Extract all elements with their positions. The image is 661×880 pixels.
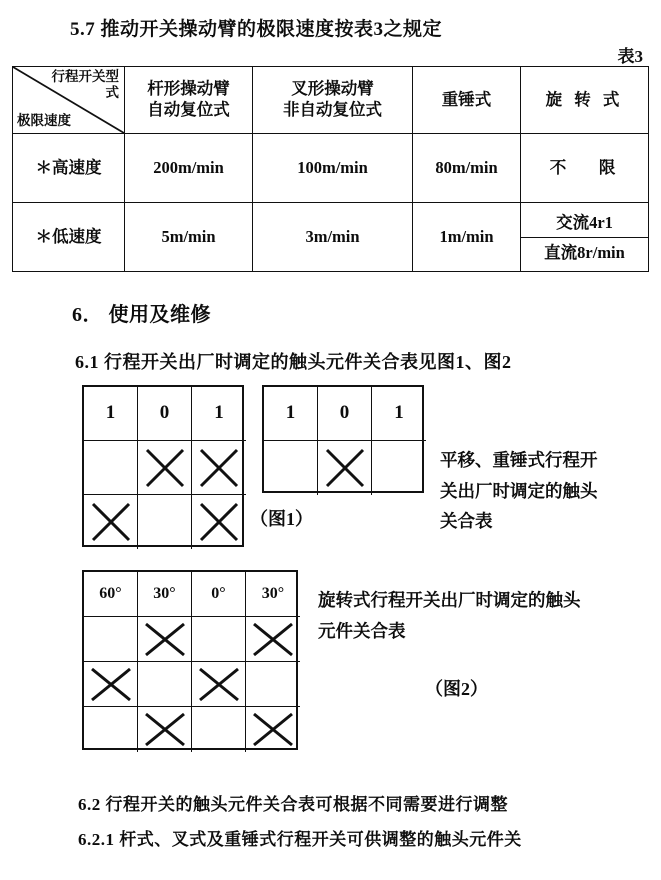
cross-mark-icon [192, 441, 246, 495]
fig2-cell-r2c2 [138, 617, 192, 662]
section-heading-6-1: 6.1 行程开关出厂时调定的触头元件关合表见图1、图2 [75, 352, 512, 372]
figure1-side-line-3: 关合表 [440, 511, 493, 532]
fig1-left-number-0: 0 [159, 402, 170, 423]
row-label-high-speed: ＊高速度 [13, 134, 125, 203]
fig1-left-number-1b: 1 [214, 402, 224, 423]
table-row-low-speed [13, 203, 649, 272]
fig1-left-cell-r3c3 [192, 495, 246, 549]
table-caption: 表3 [617, 47, 643, 66]
fig2-header-30: 30° [153, 585, 176, 602]
figure2-label: （图2） [425, 679, 488, 699]
figure1-side-line-2: 关出厂时调定的触头 [440, 480, 598, 501]
fig2-header-30b: 30° [261, 585, 285, 602]
figure1-side-text [440, 445, 598, 537]
table-header-weight: 重锤式 [413, 67, 521, 134]
fig2-cell-r4c4 [246, 707, 300, 752]
fig2-cell-r1c3 [192, 572, 246, 617]
cell-low-weight: 1m/min [413, 203, 521, 272]
cell-low-rotary-ac: 交流4r1 [521, 208, 648, 238]
table-header-row [13, 67, 649, 134]
section-heading-6: 6． 使用及维修 [72, 304, 211, 326]
fig2-cell-r2c3 [192, 617, 246, 662]
section-heading-6-2-1: 6.2.1 杆式、叉式及重锤式行程开关可供调整的触头元件关 [78, 830, 522, 849]
cross-mark-icon [84, 495, 138, 549]
cross-mark-icon [138, 441, 192, 495]
table-header-rod-arm: 杆形操动臂 自动复位式 [125, 67, 253, 134]
table-corner-cell [13, 67, 125, 134]
fig2-cell-r4c1 [84, 707, 138, 752]
fig2-cell-r3c4 [246, 662, 300, 707]
cross-mark-icon [246, 707, 300, 752]
fig1-right-number-1: 1 [285, 402, 296, 423]
fig1-left-cell-r2c2 [138, 441, 192, 495]
figure2-grid [82, 570, 298, 750]
cross-mark-icon [84, 662, 138, 707]
fig2-header-0: 0° [211, 585, 226, 602]
fig2-header-60: 60° [99, 585, 122, 602]
fig1-right-cell-r2c3 [372, 441, 426, 495]
cell-low-rod: 5m/min [125, 203, 253, 272]
fig1-left-cell-r1c3 [192, 387, 246, 441]
fig2-cell-r1c4 [246, 572, 300, 617]
cross-mark-icon [318, 441, 372, 495]
table-header-rotary: 旋 转 式 [521, 67, 649, 134]
cell-low-rotary [521, 203, 649, 272]
figure2-side-line-2: 元件关合表 [318, 620, 406, 641]
cell-high-weight: 80m/min [413, 134, 521, 203]
cell-high-rotary: 不 限 [521, 134, 649, 203]
speed-limit-table [12, 66, 649, 272]
fig1-right-number-1b: 1 [394, 402, 404, 423]
fig1-right-cell-r1c1 [264, 387, 318, 441]
cross-mark-icon [138, 617, 192, 662]
corner-bottom-left-label: 极限速度 [17, 113, 71, 129]
fig2-cell-r2c4 [246, 617, 300, 662]
fig1-left-number-1: 1 [105, 402, 116, 423]
row-label-low-speed: ＊低速度 [13, 203, 125, 272]
cell-high-rod: 200m/min [125, 134, 253, 203]
figure2-side-line-1: 旋转式行程开关出厂时调定的触头 [318, 590, 581, 610]
cell-high-fork: 100m/min [253, 134, 413, 203]
section-heading-5-7: 5.7 推动开关操动臂的极限速度按表3之规定 [70, 19, 443, 40]
cell-low-fork: 3m/min [253, 203, 413, 272]
fig2-cell-r1c1 [84, 572, 138, 617]
fig2-cell-r3c2 [138, 662, 192, 707]
fig1-right-cell-r2c1 [264, 441, 318, 495]
fig2-cell-r3c3 [192, 662, 246, 707]
cross-mark-icon [138, 707, 192, 752]
fig1-left-cell-r2c3 [192, 441, 246, 495]
fig1-left-cell-r3c1 [84, 495, 138, 549]
fig1-left-cell-r3c2 [138, 495, 192, 549]
table-header-fork-arm: 叉形操动臂 非自动复位式 [253, 67, 413, 134]
cross-mark-icon [246, 617, 300, 662]
fig2-cell-r1c2 [138, 572, 192, 617]
fig2-cell-r3c1 [84, 662, 138, 707]
cell-low-rotary-dc: 直流8r/min [544, 242, 625, 262]
figure1-left-grid [82, 385, 244, 547]
fig1-left-cell-r2c1 [84, 441, 138, 495]
section-heading-6-2: 6.2 行程开关的触头元件关合表可根据不同需要进行调整 [78, 795, 508, 814]
fig1-right-cell-r1c3 [372, 387, 426, 441]
figure2-side-text [318, 585, 581, 646]
cross-mark-icon [192, 662, 246, 707]
figure1-right-grid [262, 385, 424, 493]
fig2-cell-r2c1 [84, 617, 138, 662]
table-row-high-speed [13, 134, 649, 203]
figure1-side-line-1: 平移、重锤式行程开 [440, 450, 598, 470]
cross-mark-icon [192, 495, 246, 549]
fig2-cell-r4c3 [192, 707, 246, 752]
fig1-left-cell-r1c1 [84, 387, 138, 441]
fig1-right-cell-r2c2 [318, 441, 372, 495]
figure1-label: （图1） [250, 509, 313, 529]
fig1-left-cell-r1c2 [138, 387, 192, 441]
fig1-right-cell-r1c2 [318, 387, 372, 441]
fig2-cell-r4c2 [138, 707, 192, 752]
corner-top-right-label: 行程开关型 式 [51, 69, 119, 100]
fig1-right-number-0: 0 [339, 402, 350, 423]
